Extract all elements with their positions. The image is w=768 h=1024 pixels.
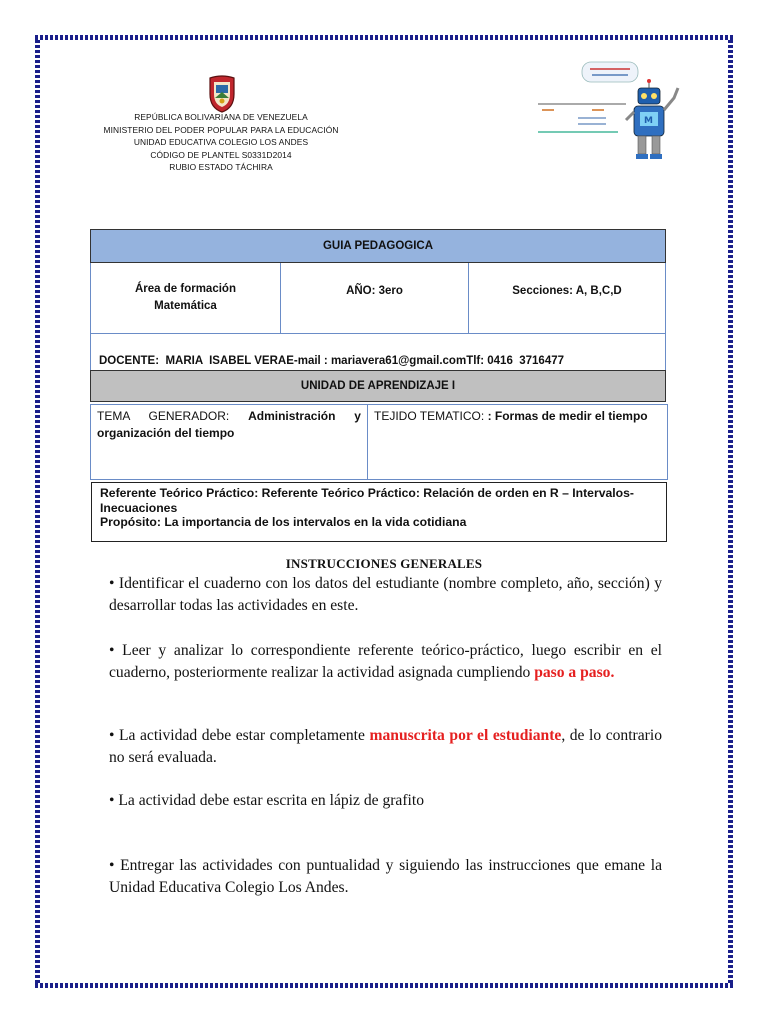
year-value: AÑO: 3ero [346,285,403,297]
guide-info-row [90,263,666,334]
tejido-value: : Formas de medir el tiempo [487,409,648,423]
referente-box [91,482,667,542]
tejido-label: TEJIDO TEMATICO: [374,409,488,423]
area-value: Matemática [154,300,217,312]
header-line: UNIDAD EDUCATIVA COLEGIO LOS ANDES [133,137,309,147]
proposito-text: Propósito: La importancia de los intervalos en la vida cotidiana [100,515,467,529]
year-cell [280,263,468,333]
bullet-3-tail: , de lo contrario no será evaluada. [109,727,662,766]
bullet-2-highlight: paso a paso. [534,664,615,681]
bullet-3-highlight: manuscrita por el estudiante [369,727,562,744]
header-line: MINISTERIO DEL PODER POPULAR PARA LA EDUCACIÓN [103,124,339,135]
sections-cell [468,263,665,333]
instruction-bullet-4: • La actividad debe estar escrita en lápiz de grafito [109,792,425,809]
institution-header [90,111,352,174]
header-line: RUBIO ESTADO TÁCHIRA [169,162,273,172]
teacher-contact-row [90,334,666,370]
teacher-phone: Tlf: 0416 3716477 [466,355,565,367]
school-crest-icon [202,74,242,114]
svg-text:M: M [644,116,653,126]
header-line: REPÚBLICA BOLIVARIANA DE VENEZUELA [134,112,308,122]
instruction-bullet-5: • Entregar las actividades con puntualidad y siguiendo las instrucciones que emane la Unidad Educativa Colegio Los Andes. [109,857,662,896]
tema-value: Administración y organización del tiempo [97,409,361,440]
math-robot-illustration [534,58,686,162]
teacher-name: DOCENTE: MARIA ISABEL VERA [99,355,287,367]
tema-label: TEMA GENERADOR: [97,409,249,423]
instructions-title: INSTRUCCIONES GENERALES [285,556,483,571]
area-cell [91,263,280,333]
tejido-tematico-cell [368,404,668,480]
teacher-email: E-mail : mariavera61@gmail.com [286,355,467,367]
instruction-bullet-3 [109,725,662,769]
tema-generador-cell [90,404,368,480]
bullet-2-text: • Leer y analizar lo correspondiente referente teórico-práctico, luego escribir en el cuaderno, posteriormente realizar la actividad asignada cumpliendo [109,642,662,681]
sections-value: Secciones: A, B,C,D [512,285,622,297]
area-label: Área de formación [135,283,236,295]
learning-unit-bar: UNIDAD DE APRENDIZAJE I [90,370,666,402]
instruction-bullet-1: • Identificar el cuaderno con los datos del estudiante (nombre completo, año, sección) y desarrollar todas las actividades en este. [109,575,662,614]
bullet-3-text: • La actividad debe estar completamente [109,727,370,744]
instruction-bullet-2 [109,640,662,684]
guide-title-bar: GUIA PEDAGOGICA [90,229,666,263]
header-line: CÓDIGO DE PLANTEL S0331D2014 [150,149,292,160]
referente-text: Referente Teórico Práctico: Referente Teórico Práctico: Relación de orden en R – Intervalos- Inecuaciones [100,486,634,515]
theme-row [90,404,668,480]
